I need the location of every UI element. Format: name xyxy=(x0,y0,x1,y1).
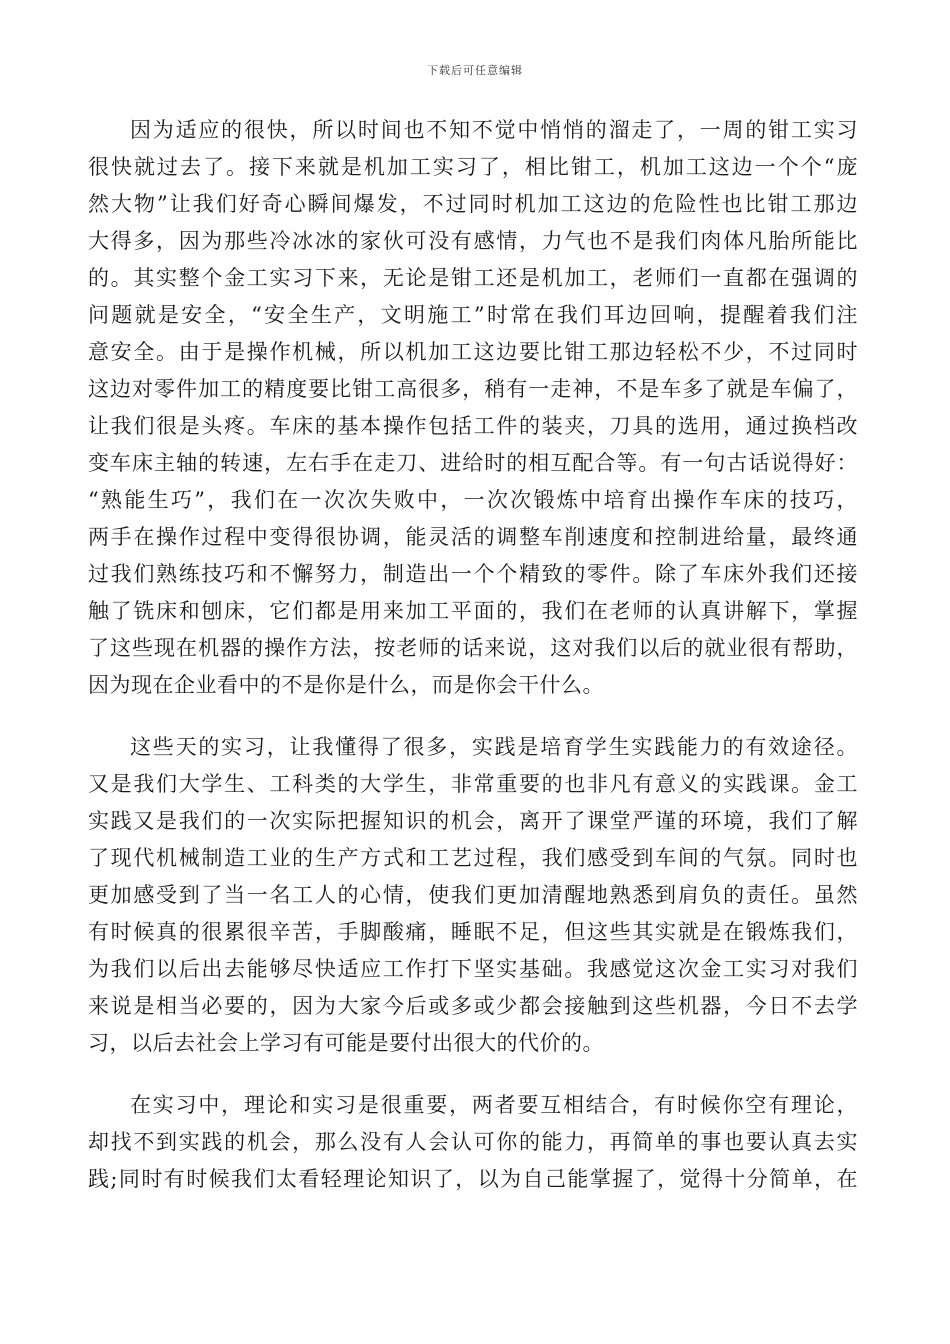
text-line: 来说是相当必要的，因为大家今后或多或少都会接触到这些机器，今日不去学 xyxy=(88,994,858,1018)
text-line: 很快就过去了。接下来就是机加工实习了，相比钳工，机加工这边一个个“庞 xyxy=(88,155,858,179)
text-line: 问题就是安全，“安全生产，文明施工”时常在我们耳边回响，提醒着我们注 xyxy=(88,303,858,327)
text-line: 又是我们大学生、工科类的大学生，非常重要的也非凡有意义的实践课。金工 xyxy=(88,772,858,796)
text-line: 的。其实整个金工实习下来，无论是钳工还是机加工，老师们一直都在强调的 xyxy=(88,266,858,290)
text-line: 然大物”让我们好奇心瞬间爆发，不过同时机加工这边的危险性也比钳工那边 xyxy=(88,192,858,216)
text-line: 两手在操作过程中变得很协调，能灵活的调整车削速度和控制进给量，最终通 xyxy=(88,525,858,549)
text-line: 了这些现在机器的操作方法，按老师的话来说，这对我们以后的就业很有帮助， xyxy=(88,636,858,660)
text-line: 因为现在企业看中的不是你是什么，而是你会干什么。 xyxy=(88,673,604,697)
text-line: 大得多，因为那些冷冰冰的家伙可没有感情，力气也不是我们肉体凡胎所能比 xyxy=(88,229,858,253)
text-line: 过我们熟练技巧和不懈努力，制造出一个个精致的零件。除了车床外我们还接 xyxy=(88,562,858,586)
text-line: 在实习中，理论和实习是很重要，两者要互相结合，有时候你空有理论， xyxy=(130,1093,858,1117)
text-line: “熟能生巧”，我们在一次次失败中，一次次锻炼中培育出操作车床的技巧， xyxy=(88,488,858,512)
text-line: 这边对零件加工的精度要比钳工高很多，稍有一走神，不是车多了就是车偏了， xyxy=(88,377,858,401)
text-line: 意安全。由于是操作机械，所以机加工这边要比钳工那边轻松不少，不过同时 xyxy=(88,340,858,364)
page-header: 下载后可任意编辑 xyxy=(427,64,523,77)
text-line: 为我们以后出去能够尽快适应工作打下坚实基础。我感觉这次金工实习对我们 xyxy=(88,957,858,981)
paragraph-1 xyxy=(88,112,858,704)
text-line: 让我们很是头疼。车床的基本操作包括工件的装夹，刀具的选用，通过换档改 xyxy=(88,414,858,438)
text-line: 更加感受到了当一名工人的心情，使我们更加清醒地熟悉到肩负的责任。虽然 xyxy=(88,883,858,907)
text-line: 实践又是我们的一次实际把握知识的机会，离开了课堂严谨的环境，我们了解 xyxy=(88,809,858,833)
paragraph-2 xyxy=(88,729,858,1062)
paragraph-3 xyxy=(88,1087,858,1198)
document-body xyxy=(88,112,858,1223)
text-line: 却找不到实践的机会，那么没有人会认可你的能力，再简单的事也要认真去实 xyxy=(88,1130,858,1154)
text-line: 因为适应的很快，所以时间也不知不觉中悄悄的溜走了，一周的钳工实习 xyxy=(130,118,858,142)
text-line: 习，以后去社会上学习有可能是要付出很大的代价的。 xyxy=(88,1031,604,1055)
text-line: 有时候真的很累很辛苦，手脚酸痛，睡眠不足，但这些其实就是在锻炼我们， xyxy=(88,920,858,944)
text-line: 变车床主轴的转速，左右手在走刀、进给时的相互配合等。有一句古话说得好： xyxy=(88,451,858,475)
text-line: 了现代机械制造工业的生产方式和工艺过程，我们感受到车间的气氛。同时也 xyxy=(88,846,858,870)
text-line: 这些天的实习，让我懂得了很多，实践是培育学生实践能力的有效途径。 xyxy=(130,735,858,759)
text-line: 践;同时有时候我们太看轻理论知识了，以为自己能掌握了，觉得十分简单，在 xyxy=(88,1167,858,1191)
text-line: 触了铣床和刨床，它们都是用来加工平面的，我们在老师的认真讲解下，掌握 xyxy=(88,599,858,623)
